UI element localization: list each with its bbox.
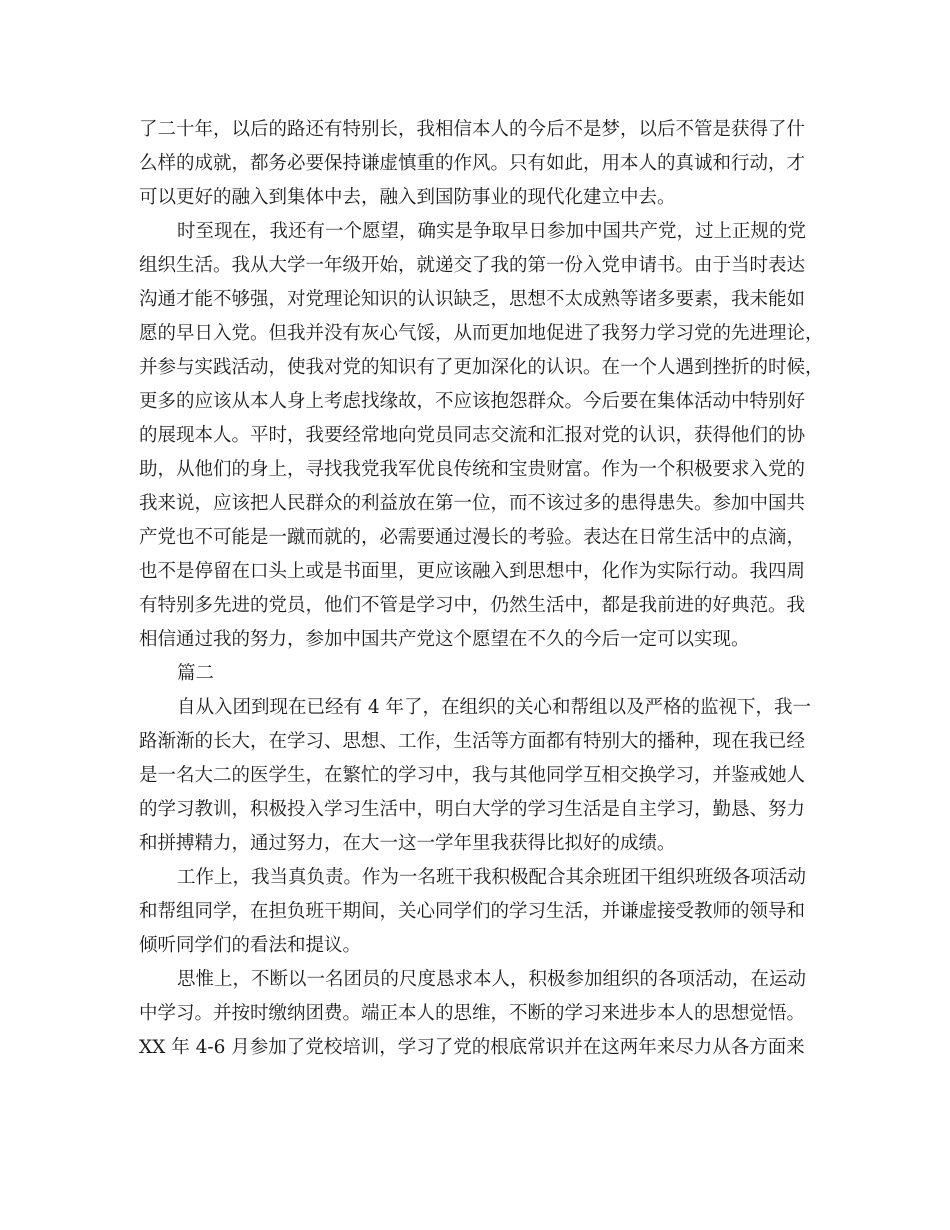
text-line: 助，从他们的身上，寻找我党我军优良传统和宝贵财富。作为一个积极要求入党的 bbox=[139, 459, 806, 480]
text-line: 组织生活。我从大学一年级开始，就递交了我的第一份入党申请书。由于当时表达 bbox=[139, 255, 806, 276]
text-line: 了二十年，以后的路还有特别长，我相信本人的今后不是梦，以后不管是获得了什 bbox=[139, 119, 806, 140]
text-line: 的展现本人。平时，我要经常地向党员同志交流和汇报对党的认识，获得他们的协 bbox=[139, 425, 806, 446]
text-line: 和帮组同学，在担负班干期间，关心同学们的学习生活，并谦虚接受教师的领导和 bbox=[139, 901, 806, 922]
text-line: 愿的早日入党。但我并没有灰心气馁，从而更加地促进了我努力学习党的先进理论， bbox=[139, 323, 824, 344]
text-line: 的学习教训，积极投入学习生活中，明白大学的学习生活是自主学习，勤恳、努力 bbox=[139, 799, 806, 820]
paragraph-first-line: 时至现在，我还有一个愿望，确实是争取早日参加中国共产党，过上正规的党 bbox=[177, 221, 807, 242]
text-line: 也不是停留在口头上或是书面里，更应该融入到思想中，化作为实际行动。我四周 bbox=[139, 561, 806, 582]
text-line: 和拼搏精力，通过努力，在大一这一学年里我获得比拟好的成绩。 bbox=[139, 833, 676, 854]
text-line: 产党也不可能是一蹴而就的，必需要通过漫长的考验。表达在日常生活中的点滴， bbox=[139, 527, 806, 548]
text-line: 更多的应该从本人身上考虑找缘故，不应该抱怨群众。今后要在集体活动中特别好 bbox=[139, 391, 806, 412]
text-line: 中学习。并按时缴纳团费。端正本人的思维，不断的学习来进步本人的思想觉悟。 bbox=[139, 1003, 806, 1024]
section-heading: 篇二 bbox=[177, 663, 215, 684]
text-line: 倾听同学们的看法和提议。 bbox=[139, 935, 362, 956]
text-line: 我来说，应该把人民群众的利益放在第一位，而不该过多的患得患失。参加中国共 bbox=[139, 493, 806, 514]
text-line: 相信通过我的努力，参加中国共产党这个愿望在不久的今后一定可以实现。 bbox=[139, 629, 750, 650]
paragraph-first-line: 工作上，我当真负责。作为一名班干我积极配合其余班团干组织班级各项活动 bbox=[177, 867, 807, 888]
text-line: 是一名大二的医学生，在繁忙的学习中，我与其他同学互相交换学习，并鉴戒她人 bbox=[139, 765, 806, 786]
text-line: 可以更好的融入到集体中去，融入到国防事业的现代化建立中去。 bbox=[139, 187, 676, 208]
text-line: 并参与实践活动，使我对党的知识有了更加深化的认识。在一个人遇到挫折的时候， bbox=[139, 357, 824, 378]
text-line: 沟通才能不够强，对党理论知识的认识缺乏，思想不太成熟等诸多要素，我未能如 bbox=[139, 289, 806, 310]
text-line: 么样的成就，都务必要保持谦虚慎重的作风。只有如此，用本人的真诚和行动，才 bbox=[139, 153, 806, 174]
paragraph-first-line: 思惟上，不断以一名团员的尺度恳求本人，积极参加组织的各项活动，在运动 bbox=[177, 969, 807, 990]
paragraph-first-line: 自从入团到现在已经有 4 年了，在组织的关心和帮组以及严格的监视下，我一 bbox=[177, 697, 812, 718]
text-line: 路渐渐的长大，在学习、思想、工作，生活等方面都有特别大的播种，现在我已经 bbox=[139, 731, 806, 752]
document-body bbox=[139, 113, 829, 1065]
text-line: 有特别多先进的党员，他们不管是学习中，仍然生活中，都是我前进的好典范。我 bbox=[139, 595, 806, 616]
text-line: XX 年 4-6 月参加了党校培训，学习了党的根底常识并在这两年来尽力从各方面来 bbox=[139, 1037, 805, 1058]
